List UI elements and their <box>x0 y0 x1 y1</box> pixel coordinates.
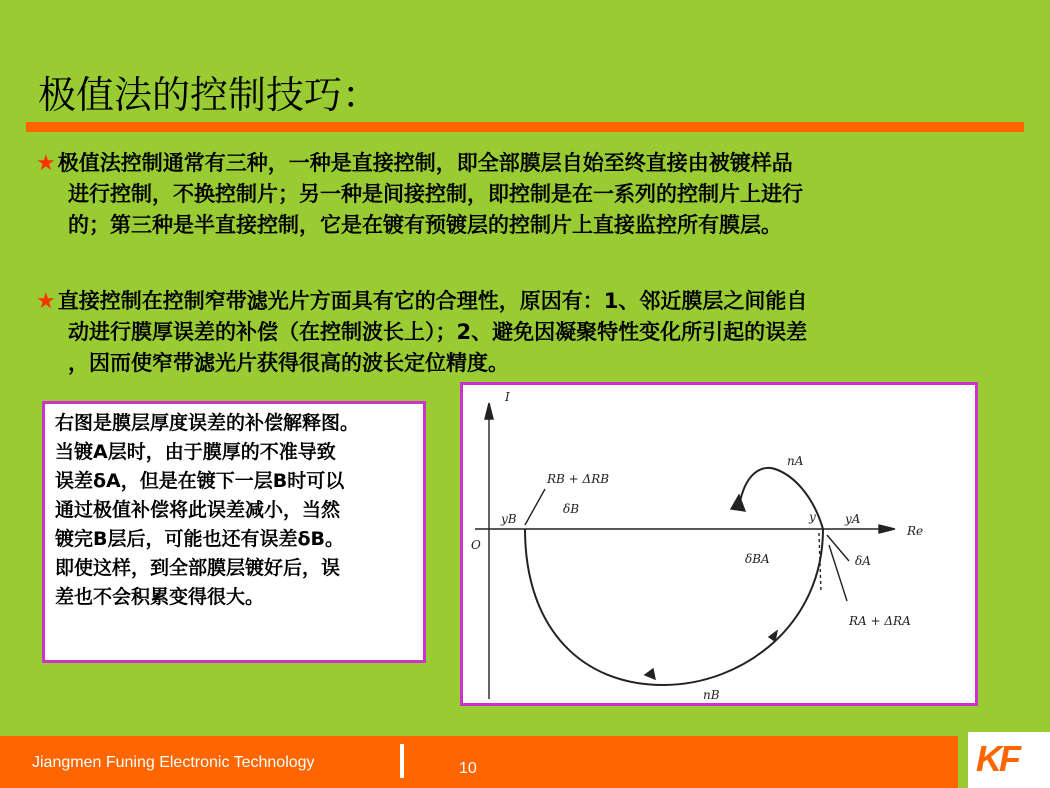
footer-divider <box>400 744 404 778</box>
label-delta-b: δB <box>563 502 580 516</box>
label-nb: nB <box>703 688 720 702</box>
title-underline <box>26 122 1024 132</box>
bullet-1 <box>36 148 1026 241</box>
locus-a-arrow-icon <box>731 495 745 511</box>
bullet-2 <box>36 286 1026 379</box>
explanation-line: 误差δA，但是在镀下一层B时可以 <box>55 470 345 492</box>
label-delta-a: δA <box>855 554 871 568</box>
admittance-diagram-svg <box>463 385 975 703</box>
locus-b-arrow-icon <box>769 631 777 641</box>
label-ya: yA <box>845 512 861 526</box>
im-axis-arrow-icon <box>485 403 493 419</box>
label-y: y <box>809 510 816 524</box>
footer-company: Jiangmen Funing Electronic Technology <box>32 754 315 771</box>
bullet-2-line-1 <box>36 286 1026 317</box>
slide-title: 极值法的控制技巧： <box>38 73 381 117</box>
label-na: nA <box>787 454 804 468</box>
explanation-line: 当镀A层时，由于膜厚的不准导致 <box>55 441 336 463</box>
locus-b-arrow-icon <box>645 669 655 679</box>
bullet-1-line-1 <box>36 148 1026 179</box>
label-yb: yB <box>501 512 517 526</box>
leader-line <box>829 545 847 601</box>
star-icon: ★ <box>36 289 56 314</box>
company-logo <box>968 732 1050 788</box>
re-axis-arrow-icon <box>879 525 895 533</box>
explanation-line: 即使这样，到全部膜层镀好后，误 <box>55 557 341 579</box>
locus-b-curve <box>525 529 823 685</box>
label-rb-drb: RB + ΔRB <box>547 472 610 486</box>
bullet-2-text-1: 直接控制在控制窄带滤光片方面具有它的合理性，原因有：1、邻近膜层之间能自 <box>57 289 808 313</box>
explanation-box <box>42 401 426 663</box>
explanation-line: 镀完B层后，可能也还有误差δB。 <box>55 528 345 550</box>
explanation-line: 右图是膜层厚度误差的补偿解释图。 <box>55 412 360 434</box>
explanation-line: 差也不会积累变得很大。 <box>55 586 265 608</box>
compensation-diagram <box>460 382 978 706</box>
bullet-2-line-2: 动进行膜厚误差的补偿（在控制波长上）；2、避免因凝聚特性变化所引起的误差 <box>68 320 808 344</box>
label-im: I <box>505 390 510 404</box>
star-icon: ★ <box>36 151 56 176</box>
leader-line <box>525 489 545 525</box>
explanation-line: 通过极值补偿将此误差减小，当然 <box>55 499 341 521</box>
bullet-1-line-3: 的；第三种是半直接控制，它是在镀有预镀层的控制片上直接监控所有膜层。 <box>68 213 782 237</box>
bullet-2-line-3: ，因而使窄带滤光片获得很高的波长定位精度。 <box>68 351 509 375</box>
page-number: 10 <box>459 760 477 777</box>
label-origin: O <box>471 538 481 552</box>
label-re: Re <box>907 524 924 538</box>
logo-text: KF <box>976 738 1018 779</box>
bullet-1-line-2: 进行控制，不换控制片；另一种是间接控制，即控制是在一系列的控制片上进行 <box>68 182 803 206</box>
label-ra-dra: RA + ΔRA <box>849 614 911 628</box>
label-delta-ba: δBA <box>745 552 770 566</box>
bullet-1-text-1: 极值法控制通常有三种，一种是直接控制，即全部膜层自始至终直接由被镀样品 <box>57 151 793 175</box>
